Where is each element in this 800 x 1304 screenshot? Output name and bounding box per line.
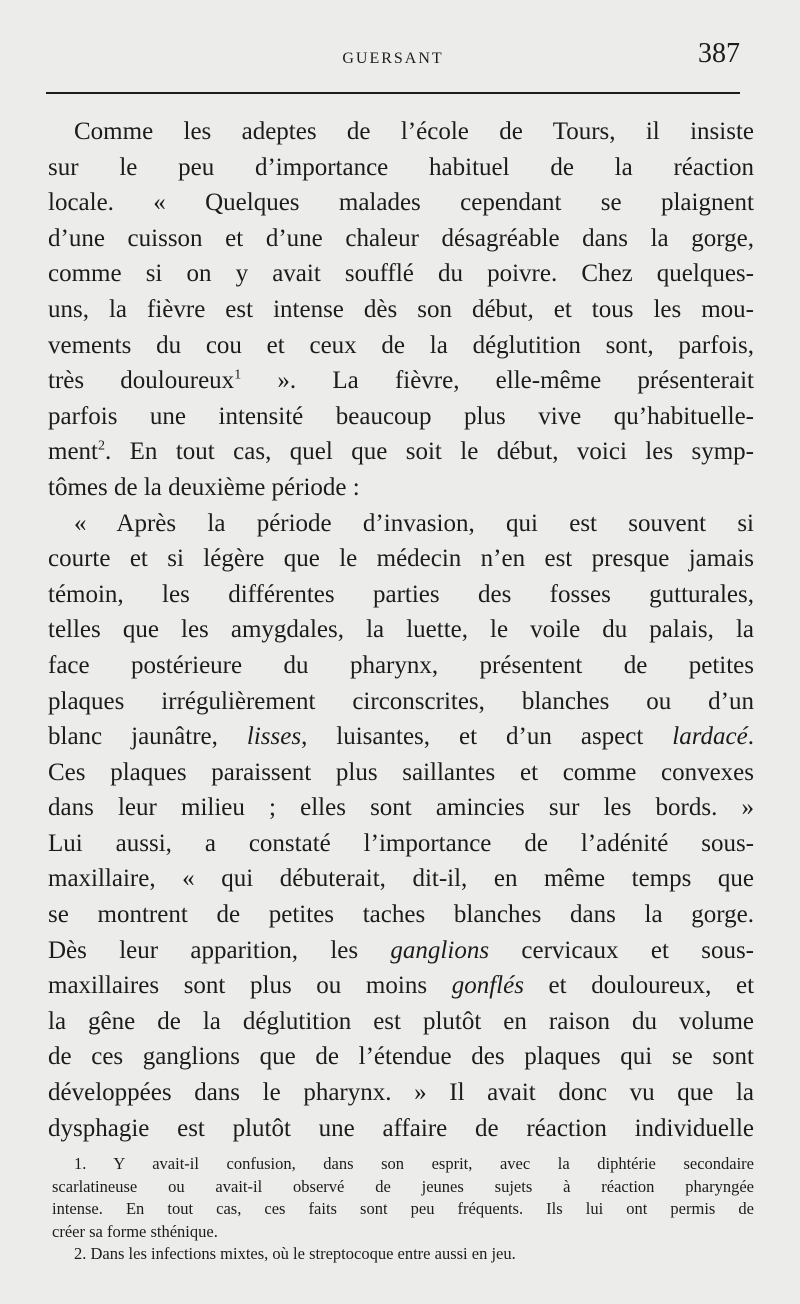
text-line: uns, la fièvre est intense dès son début, et tous les mou- — [48, 295, 754, 323]
text-line: comme si on y avait soufflé du poivre. Chez quelques- — [48, 260, 754, 288]
text-line: dysphagie est plutôt une affaire de réaction individuelle — [48, 1114, 754, 1142]
text-line: la gêne de la déglutition est plutôt en raison du volume — [48, 1007, 754, 1035]
text-segment: cervicaux et sous- — [489, 936, 754, 964]
text-line: tômes de la deuxième période : — [48, 473, 360, 501]
text-line: de ces ganglions que de l’étendue des plaques qui se sont — [48, 1043, 754, 1071]
text-line: Ces plaques paraissent plus saillantes et comme convexes — [48, 758, 754, 786]
text-line: d’une cuisson et d’une chaleur désagréable dans la gorge, — [48, 224, 754, 252]
text-line — [48, 363, 754, 399]
footnote-ref-2: 2 — [98, 439, 105, 455]
text-line: Lui aussi, a constaté l’importance de l’adénité sous- — [48, 829, 754, 857]
text-line: dans leur milieu ; elles sont amincies sur les bords. » — [48, 794, 754, 822]
footnote-line: créer sa forme sthénique. — [52, 1221, 218, 1241]
italic-term: ganglions — [390, 936, 490, 964]
footnote-ref-1: 1 — [234, 367, 242, 383]
main-text — [48, 114, 754, 1146]
text-segment: Dès leur apparition, les — [48, 936, 359, 964]
text-segment: ». La fièvre, elle-même présenterait — [241, 367, 754, 395]
footnote-line: scarlatineuse ou avait-il observé de jeunes sujets à réaction pharyngée — [52, 1176, 754, 1196]
text-line: telles que les amygdales, la luette, le voile du palais, la — [48, 616, 754, 644]
italic-term: gonflés — [451, 972, 524, 1000]
footnote-line: 1. Y avait-il confusion, dans son esprit, avec la diphtérie secondaire — [74, 1154, 754, 1173]
text-line: développées dans le pharynx. » Il avait donc vu que la — [48, 1079, 754, 1107]
text-line: courte et si légère que le médecin n’en est presque jamais — [48, 545, 754, 573]
text-segment: et douloureux, et — [523, 972, 754, 1000]
text-segment: . — [747, 723, 754, 751]
page-header — [46, 38, 740, 78]
text-line: face postérieure du pharynx, présentent de petites — [48, 651, 754, 679]
italic-term: lardacé — [672, 723, 748, 751]
text-line: se montrent de petites taches blanches dans la gorge. — [48, 901, 754, 929]
text-line — [48, 719, 754, 755]
footnote-line: 2. Dans les infections mixtes, où le streptocoque entre aussi en jeu. — [74, 1244, 516, 1264]
text-line: « Après la période d’invasion, qui est souvent si — [74, 509, 754, 537]
text-line: locale. « Quelques malades cependant se plaignent — [48, 189, 754, 217]
text-segment: très douloureux — [48, 367, 235, 395]
text-line — [48, 968, 754, 1004]
text-segment: ment — [48, 438, 98, 466]
text-line — [48, 434, 754, 470]
header-rule — [46, 92, 740, 94]
text-segment: . En tout cas, quel que soit le début, voici les symp- — [105, 438, 754, 466]
text-line: parfois une intensité beaucoup plus vive qu’habituelle- — [48, 402, 754, 430]
text-line: maxillaire, « qui débuterait, dit-il, en même temps que — [48, 865, 754, 893]
footnote-line: intense. En tout cas, ces faits sont peu fréquents. Ils lui ont permis de — [52, 1199, 754, 1219]
text-line: plaques irrégulièrement circonscrites, blanches ou d’un — [48, 687, 754, 715]
text-line: témoin, les différentes parties des fosses gutturales, — [48, 580, 754, 608]
page-number: 387 — [698, 38, 740, 69]
text-line: sur le peu d’importance habituel de la réaction — [48, 153, 754, 181]
footnotes — [52, 1153, 754, 1266]
running-title: GUERSANT — [342, 50, 444, 67]
text-segment: blanc jaunâtre, — [48, 723, 218, 751]
text-line: vements du cou et ceux de la déglutition sont, parfois, — [48, 331, 754, 359]
text-segment: , luisantes, et d’un aspect — [301, 723, 644, 751]
text-line — [48, 933, 754, 969]
italic-term: lisses — [246, 723, 302, 751]
text-segment: maxillaires sont plus ou moins — [48, 972, 428, 1000]
text-line: Comme les adeptes de l’école de Tours, il insiste — [74, 118, 754, 145]
